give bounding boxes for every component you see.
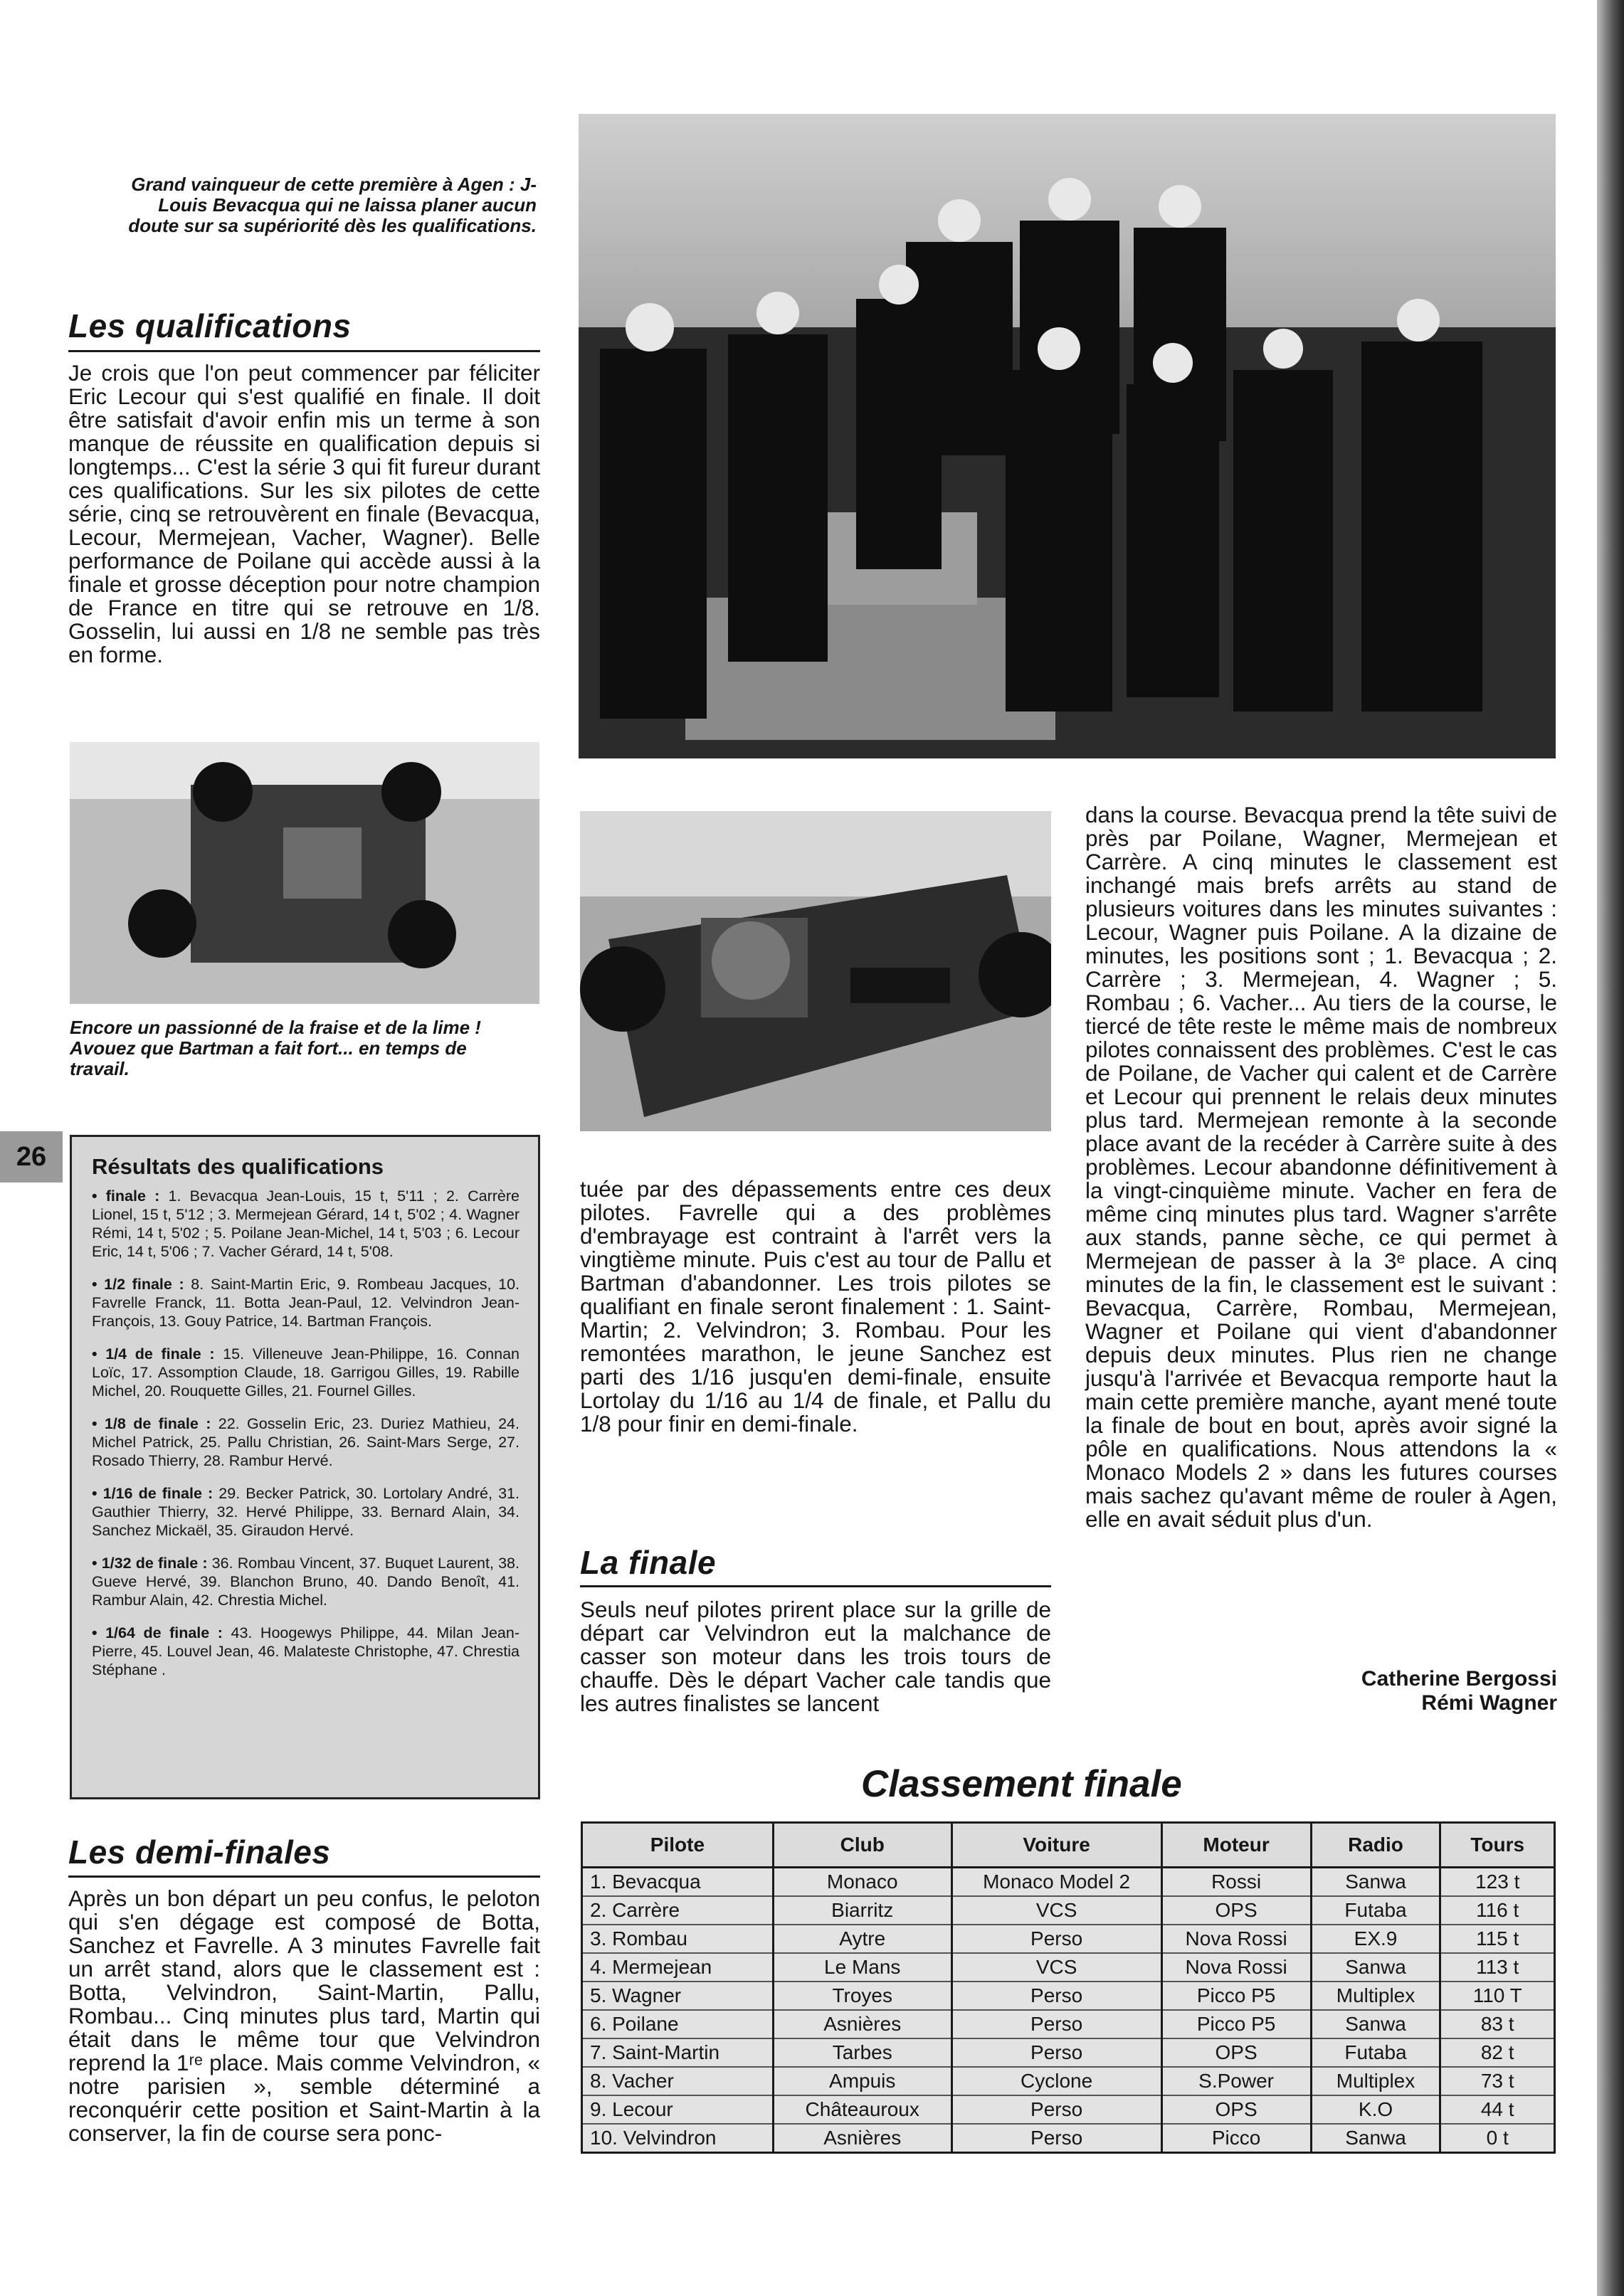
cell-pilote: 10. Velvindron	[582, 2124, 774, 2153]
cell-radio: Sanwa	[1311, 1868, 1440, 1897]
cell-tours: 44 t	[1440, 2095, 1555, 2124]
cell-pilote: 7. Saint-Martin	[582, 2038, 774, 2067]
cell-voiture: VCS	[951, 1953, 1161, 1982]
column-header: Tours	[1440, 1823, 1555, 1868]
results-group-label: • finale :	[92, 1187, 160, 1205]
title-rule	[68, 350, 540, 352]
cell-tours: 115 t	[1440, 1925, 1555, 1953]
results-group-label: • 1/16 de finale :	[92, 1485, 213, 1502]
cell-voiture: Monaco Model 2	[951, 1868, 1161, 1897]
table-row	[582, 1953, 1555, 1982]
column-header: Club	[773, 1823, 951, 1868]
engine-photo	[580, 811, 1051, 1131]
cell-club: Asnières	[773, 2010, 951, 2038]
cell-pilote: 8. Vacher	[582, 2067, 774, 2095]
results-group-text: 8. Saint-Martin Eric, 9. Rombeau Jacques, 10. Favrelle Franck, 11. Botta Jean-Paul, 12. Velvindron Jean-François, 13. Gouy Patrice, 14. Bartman François.	[92, 1276, 520, 1330]
classement-table	[581, 1821, 1556, 2154]
cell-pilote: 4. Mermejean	[582, 1953, 774, 1982]
cell-voiture: Perso	[951, 1982, 1161, 2010]
cell-radio: Multiplex	[1311, 1982, 1440, 2010]
results-group	[92, 1624, 520, 1679]
cell-tours: 83 t	[1440, 2010, 1555, 2038]
cell-voiture: Perso	[951, 2095, 1161, 2124]
table-header-row	[582, 1823, 1555, 1868]
cell-club: Asnières	[773, 2124, 951, 2153]
results-group-text: 15. Villeneuve Jean-Philippe, 16. Connan Loïc, 17. Assomption Claude, 18. Garrigou Gilles, 19. Rabille Michel, 20. Rouquette Gilles, 21. Fournel Gilles.	[92, 1345, 520, 1400]
page-binding-edge	[1597, 0, 1624, 2296]
qualifications-text: Je crois que l'on peut commencer par féliciter Eric Lecour qui s'est qualifié en finale. Il doit être satisfait d'avoir enfin mis un terme à son manque de réussite en qualification depuis si longtemps... C'est la série 3 qui fit fureur durant ces qualifications. Sur les six pilotes de cette série, cinq se retrouvèrent en finale (Bevacqua, Lecour, Mermejean, Vacher, Wagner). Belle performance de Poilane qui accède aussi à la finale et grosse déception pour notre champion de France en titre qui se retrouve en 1/8. Gosselin, lui aussi en 1/8 ne semble pas très en forme.	[68, 360, 540, 667]
cell-pilote: 1. Bevacqua	[582, 1868, 774, 1897]
caption-chassis: Encore un passionné de la fraise et de la lime ! Avouez que Bartman a fait fort... en temps de travail.	[70, 1017, 481, 1079]
cell-club: Châteauroux	[773, 2095, 951, 2124]
author-signature	[1210, 1667, 1557, 1715]
results-group-text: 29. Becker Patrick, 30. Lortolary André, 31. Gauthier Thierry, 32. Hervé Philippe, 33. Bernard Alain, 34. Sanchez Mickaël, 35. Giraudon Hervé.	[92, 1485, 520, 1539]
table-row	[582, 1982, 1555, 2010]
table-row	[582, 2124, 1555, 2153]
table-row	[582, 2067, 1555, 2095]
results-group-label: • 1/8 de finale :	[92, 1415, 211, 1432]
title-rule	[580, 1585, 1051, 1587]
middle-column-text: tuée par des dépassements entre ces deux pilotes. Favrelle qui a des problèmes d'embrayage est contraint à l'arrêt vers la vingtième minute. Puis c'est au tour de Pallu et Bartman d'abandonner. Les trois pilotes se qualifiant en finale seront finalement : 1. Saint-Martin; 2. Velvindron; 3. Rombau. Pour les remontées marathon, le jeune Sanchez est parti des 1/16 jusqu'en demi-finale, ensuite Lortolay du 1/16 au 1/4 de finale, et Pallu du 1/8 pour finir en demi-finale.	[580, 1176, 1051, 1437]
section-title-demi-finales: Les demi-finales	[68, 1834, 331, 1871]
cell-club: Tarbes	[773, 2038, 951, 2067]
podium-photo	[579, 114, 1556, 758]
results-group-label: • 1/32 de finale :	[92, 1555, 208, 1572]
demi-finales-text: Après un bon départ un peu confus, le peloton qui s'en dégage est composé de Botta, Sanchez et Favrelle. A 3 minutes Favrelle fait un arrêt stand, alors que le classement est : Botta, Velvindron, Saint-Martin, Pallu, Rombau... Cinq minutes plus tard, Martin qui était dans le même tour que Velvindron reprend la 1ʳᵉ place. Mais comme Velvindron, « notre parisien », semble déterminé a reconquérir cette position et Saint-Martin à la conserver, la fin de course sera ponc-	[68, 1885, 540, 2146]
results-box	[70, 1135, 540, 1799]
cell-voiture: VCS	[951, 1896, 1161, 1925]
chassis-photo	[70, 742, 539, 1004]
cell-voiture: Cyclone	[951, 2067, 1161, 2095]
column-header: Moteur	[1161, 1823, 1311, 1868]
author-name: Rémi Wagner	[1421, 1691, 1557, 1715]
column-header: Radio	[1311, 1823, 1440, 1868]
cell-club: Monaco	[773, 1868, 951, 1897]
results-title: Résultats des qualifications	[92, 1154, 384, 1179]
cell-moteur: Picco	[1161, 2124, 1311, 2153]
results-group-text: 22. Gosselin Eric, 23. Duriez Mathieu, 24. Michel Patrick, 25. Pallu Christian, 26. Saint-Mars Serge, 27. Rosado Thierry, 28. Rambur Hervé.	[92, 1415, 520, 1469]
results-group	[92, 1275, 520, 1330]
results-group	[92, 1187, 520, 1261]
cell-moteur: OPS	[1161, 1896, 1311, 1925]
cell-radio: Sanwa	[1311, 2124, 1440, 2153]
column-header: Voiture	[951, 1823, 1161, 1868]
author-name: Catherine Bergossi	[1361, 1667, 1557, 1691]
results-group	[92, 1345, 520, 1400]
table-row	[582, 2095, 1555, 2124]
page-number: 26	[0, 1131, 63, 1183]
cell-tours: 123 t	[1440, 1868, 1555, 1897]
table-row	[582, 1896, 1555, 1925]
cell-club: Le Mans	[773, 1953, 951, 1982]
results-group-text: 43. Hoogewys Philippe, 44. Milan Jean-Pierre, 45. Louvel Jean, 46. Malateste Christophe, 47. Chrestia Stéphane .	[92, 1624, 520, 1678]
results-group	[92, 1414, 520, 1470]
cell-voiture: Perso	[951, 2010, 1161, 2038]
cell-pilote: 5. Wagner	[582, 1982, 774, 2010]
results-group-label: • 1/64 de finale :	[92, 1624, 223, 1641]
cell-tours: 110 T	[1440, 1982, 1555, 2010]
title-rule	[68, 1876, 540, 1878]
cell-voiture: Perso	[951, 2038, 1161, 2067]
right-column-text: dans la course. Bevacqua prend la tête suivi de près par Poilane, Wagner, Mermejean et Carrère. A cinq minutes le classement est inchangé mais brefs arrêts au stand de plusieurs voitures dans les minutes suivantes : Lecour, Wagner puis Poilane. A la dizaine de minutes, les positions sont ; 1. Bevacqua ; 2. Carrère ; 3. Mermejean, 4. Wagner ; 5. Rombau ; 6. Vacher... Au tiers de la course, le tiercé de tête reste le même mais de nombreux pilotes connaissent des problèmes. C'est le cas de Poilane, de Vacher qui calent et de Carrère et Lecour qui prennent le relais deux minutes plus tard. Mermejean remonte à la seconde place avant de la recéder à Carrère suite à des problèmes. Lecour abandonne définitivement à la vingt-cinquième minute. Vacher en fera de même cinq minutes plus tard. Wagner s'arrête aux stands, panne sèche, ce qui permet à Mermejean de passer à la 3ᵉ place. A cinq minutes de la fin, le classement est le suivant : Bevacqua, Carrère, Rombau, Mermejean, Wagner et Poilane qui vient d'abandonner depuis deux minutes. Plus rien ne change jusqu'à l'arrivée et Bevacqua remporte haut la main cette première manche, ayant mené toute la finale de bout en bout, après avoir signé la pôle en qualifications. Nous attendons la « Monaco Models 2 » dans les futures courses mais sachez qu'avant même de rouler à Agen, elle en avait séduit plus d'un.	[1085, 802, 1557, 1532]
cell-pilote: 9. Lecour	[582, 2095, 774, 2124]
cell-moteur: S.Power	[1161, 2067, 1311, 2095]
cell-club: Biarritz	[773, 1896, 951, 1925]
cell-radio: Sanwa	[1311, 2010, 1440, 2038]
cell-voiture: Perso	[951, 1925, 1161, 1953]
cell-tours: 82 t	[1440, 2038, 1555, 2067]
table-row	[582, 1925, 1555, 1953]
cell-radio: Sanwa	[1311, 1953, 1440, 1982]
cell-tours: 0 t	[1440, 2124, 1555, 2153]
cell-radio: Multiplex	[1311, 2067, 1440, 2095]
cell-pilote: 6. Poilane	[582, 2010, 774, 2038]
cell-radio: EX.9	[1311, 1925, 1440, 1953]
classement-title: Classement finale	[861, 1763, 1182, 1805]
table-row	[582, 1868, 1555, 1897]
cell-tours: 73 t	[1440, 2067, 1555, 2095]
cell-voiture: Perso	[951, 2124, 1161, 2153]
cell-moteur: OPS	[1161, 2095, 1311, 2124]
results-group	[92, 1484, 520, 1540]
cell-tours: 116 t	[1440, 1896, 1555, 1925]
cell-club: Troyes	[773, 1982, 951, 2010]
section-title-qualifications: Les qualifications	[68, 307, 352, 344]
section-title-finale: La finale	[580, 1544, 717, 1581]
cell-moteur: Picco P5	[1161, 1982, 1311, 2010]
cell-moteur: Picco P5	[1161, 2010, 1311, 2038]
cell-tours: 113 t	[1440, 1953, 1555, 1982]
results-group-text: 36. Rombau Vincent, 37. Buquet Laurent, 38. Gueve Hervé, 39. Blanchon Bruno, 40. Dando Benoît, 41. Rambur Alain, 42. Chrestia Michel.	[92, 1555, 520, 1609]
cell-club: Aytre	[773, 1925, 951, 1953]
results-group-label: • 1/4 de finale :	[92, 1345, 215, 1363]
caption-podium: Grand vainqueur de cette première à Agen : J-Louis Bevacqua qui ne laissa planer aucun doute sur sa supériorité dès les qualifications.	[128, 174, 537, 236]
table-row	[582, 2010, 1555, 2038]
cell-moteur: Nova Rossi	[1161, 1953, 1311, 1982]
cell-radio: Futaba	[1311, 1896, 1440, 1925]
results-group	[92, 1554, 520, 1609]
cell-pilote: 2. Carrère	[582, 1896, 774, 1925]
cell-moteur: OPS	[1161, 2038, 1311, 2067]
results-group-text: 1. Bevacqua Jean-Louis, 15 t, 5'11 ; 2. Carrère Lionel, 15 t, 5'12 ; 3. Mermejean Gérard, 14 t, 5'02 ; 4. Wagner Rémi, 14 t, 5'02 ; 5. Poilane Jean-Michel, 14 t, 5'03 ; 6. Lecour Eric, 14 t, 5'06 ; 7. Vacher Gérard, 14 t, 5'08.	[92, 1187, 520, 1260]
cell-moteur: Rossi	[1161, 1868, 1311, 1897]
column-header: Pilote	[582, 1823, 774, 1868]
cell-radio: Futaba	[1311, 2038, 1440, 2067]
results-group-label: • 1/2 finale :	[92, 1276, 184, 1293]
cell-club: Ampuis	[773, 2067, 951, 2095]
cell-pilote: 3. Rombau	[582, 1925, 774, 1953]
cell-moteur: Nova Rossi	[1161, 1925, 1311, 1953]
cell-radio: K.O	[1311, 2095, 1440, 2124]
finale-text: Seuls neuf pilotes prirent place sur la grille de départ car Velvindron eut la malchance de casser son moteur dans les trois tours de chauffe. Dès le départ Vacher cale tandis que les autres finalistes se lancent	[580, 1597, 1051, 1716]
table-row	[582, 2038, 1555, 2067]
